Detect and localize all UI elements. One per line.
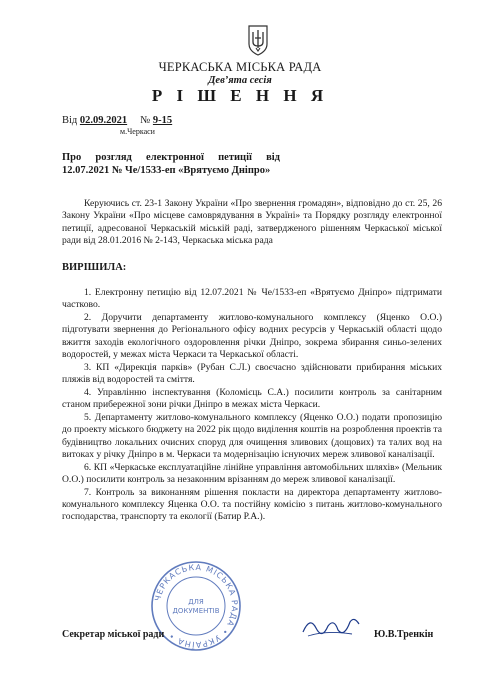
resolution-item: 6. КП «Черкаське експлуатаційне лінійне управління автомобільних шляхів» (Мельник О.О.) посилити контроль за незаконним врізанням до мереж зливової каналізації. <box>62 461 442 485</box>
svg-text:ЧЕРКАСЬКА МІСЬКА РАДА • УКРАЇН: ЧЕРКАСЬКА МІСЬКА РАДА • УКРАЇНА • <box>153 562 240 650</box>
session-label: Дев’ята сесія <box>208 75 272 86</box>
resolution-item: 7. Контроль за виконанням рішення покласти на директора департаменту житлово-комунального комплексу Яценка О.О. та постійну комісію з питань житлово-комунального господарства, транспорту та екології (Батир Р.А.). <box>62 486 442 523</box>
signer-position: Секретар міської ради <box>62 629 165 640</box>
decision-number: 9-15 <box>152 115 173 126</box>
resolve-heading: ВИРІШИЛА: <box>62 262 127 273</box>
document-type-title: Р І Ш Е Н Н Я <box>151 86 329 105</box>
resolution-item: 1. Електронну петицію від 12.07.2021 № Че/1533-еп «Врятуємо Дніпро» підтримати частково. <box>62 287 442 311</box>
resolution-item: 2. Доручити департаменту житлово-комунального комплексу (Яценко О.О.) підготувати звернення до Регіонального офісу водних ресурсів у Черкаській області щодо вжиття заходів екологічного оздоровлення річки Дніпро, зокрема збирання синьо-зелених водоростей, у межах міста Черкаси та Черкаської області. <box>62 312 442 360</box>
decision-date: 02.09.2021 <box>79 115 128 126</box>
date-number-line <box>62 115 172 126</box>
preamble-paragraph: Керуючись ст. 23-1 Закону України «Про звернення громадян», відповідно до ст. 25, 26 Закону України «Про місцеве самоврядування в Україні» та Порядку розгляду електронної петиції, адресованої Черкаській міській раді, затвердженого рішенням Черкаської міської ради від 28.01.2016 № 2-143, Черкаська міська рада <box>62 198 442 246</box>
svg-text:ДОКУМЕНТІВ: ДОКУМЕНТІВ <box>172 607 220 615</box>
resolution-items <box>62 287 442 524</box>
resolution-item: 3. КП «Дирекція парків» (Рубан С.Л.) своєчасно здійснювати прибирання міських пляжів від водоростей та сміття. <box>62 361 442 386</box>
decision-subject: Про розгляд електронної петиції від 12.07.2021 № Че/1533-еп «Врятуємо Дніпро» <box>62 152 280 176</box>
resolution-item: 5. Департаменту житлово-комунального комплексу (Яценко О.О.) подати пропозицію до проекту міського бюджету на 2022 рік щодо виділення коштів на розроблення проектів та будівництво локальних очисних споруд для очищення зливових (дощових) та талих вод на витоках у річку Дніпро в м. Черкаси та модернізацію існуючих мереж зливової каналізації. <box>62 411 442 460</box>
city-label: м.Черкаси <box>120 127 155 136</box>
resolution-item: 4. Управлінню інспектування (Коломієць С.А.) посилити контроль за санітарним станом прибережної зони річки Дніпро в межах міста Черкаси. <box>62 386 442 411</box>
svg-text:ДЛЯ: ДЛЯ <box>188 598 204 606</box>
signer-name: Ю.В.Тренкін <box>374 629 434 640</box>
date-prefix: Від <box>62 115 78 126</box>
organization-title: ЧЕРКАСЬКА МІСЬКА РАДА <box>158 60 322 74</box>
coat-of-arms-icon <box>247 24 269 56</box>
handwritten-signature <box>300 612 362 640</box>
number-prefix: № <box>140 115 151 126</box>
